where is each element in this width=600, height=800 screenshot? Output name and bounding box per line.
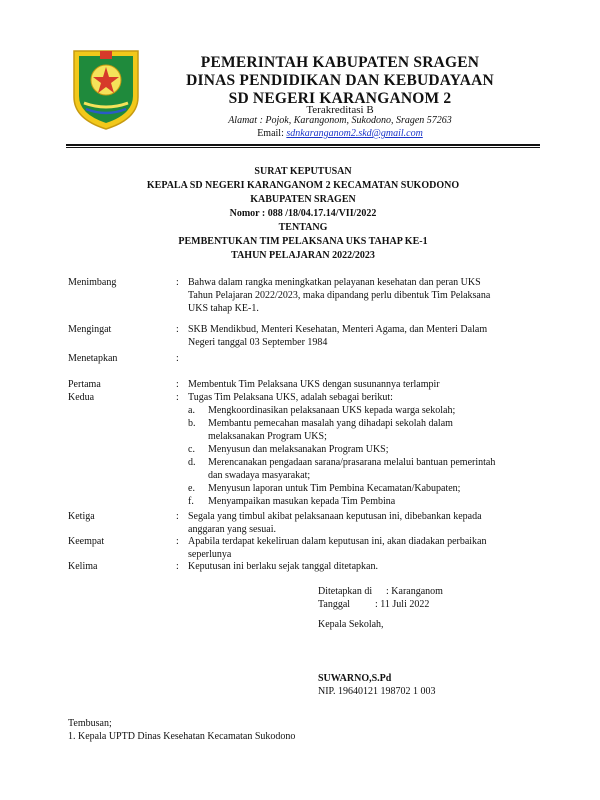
signature-place-label: Ditetapkan di	[318, 586, 373, 597]
section-colon: :	[176, 379, 179, 390]
letterhead-government: PEMERINTAH KABUPATEN SRAGEN	[200, 54, 480, 71]
section-ketiga	[68, 510, 538, 537]
text-line: seperlunya	[188, 549, 232, 560]
section-keempat	[68, 535, 538, 562]
signature-place-value: : Karanganom	[386, 586, 443, 597]
letterhead-divider-thin	[66, 147, 540, 148]
section-colon: :	[176, 277, 179, 288]
list-text: Menyusun dan melaksanakan Program UKS;	[208, 444, 389, 455]
section-mengingat	[68, 323, 538, 350]
section-text: Keputusan ini berlaku sejak tanggal ditetapkan.	[188, 561, 378, 572]
section-text	[188, 276, 518, 315]
regency-emblem-logo	[70, 47, 142, 131]
section-text: Membentuk Tim Pelaksana UKS dengan susunannya terlampir	[188, 379, 440, 390]
text-line: Negeri tanggal 03 September 1984	[188, 337, 328, 348]
text-line: melaksanakan Program UKS;	[208, 431, 327, 442]
list-marker: c.	[188, 444, 195, 455]
email-label: Email:	[257, 128, 287, 139]
letterhead-email-line	[150, 128, 530, 139]
list-marker: f.	[188, 496, 194, 507]
signature-position: Kepala Sekolah,	[318, 619, 384, 630]
decree-subject: PEMBENTUKAN TIM PELAKSANA UKS TAHAP KE-1	[178, 236, 428, 247]
section-colon: :	[176, 392, 179, 403]
cc-label: Tembusan;	[68, 718, 112, 729]
list-text	[208, 456, 513, 482]
section-text	[188, 535, 518, 561]
text-line: SKB Mendikbud, Menteri Kesehatan, Menteri Agama, dan Menteri Dalam	[188, 324, 488, 335]
letterhead-divider-thick	[66, 144, 540, 146]
letterhead-department: DINAS PENDIDIKAN DAN KEBUDAYAAN	[186, 72, 494, 89]
text-line: Membantu pemecahan masalah yang dihadapi sekolah dalam	[208, 418, 453, 429]
list-marker: b.	[188, 418, 196, 429]
text-line: Apabila terdapat kekeliruan dalam keputusan ini, akan diadakan perbaikan	[188, 536, 487, 547]
decree-academic-year: TAHUN PELAJARAN 2022/2023	[231, 250, 375, 261]
section-menetapkan	[68, 352, 538, 366]
cc-item: 1. Kepala UPTD Dinas Kesehatan Kecamatan Sukodono	[68, 731, 296, 742]
signature-date-value: : 11 Juli 2022	[375, 599, 430, 610]
decree-number: Nomor : 088 /18/04.17.14/VII/2022	[229, 208, 377, 219]
section-menimbang	[68, 276, 538, 316]
text-line: Segala yang timbul akibat pelaksanaan keputusan ini, dibebankan kepada	[188, 511, 482, 522]
decree-issuer: KEPALA SD NEGERI KARANGANOM 2 KECAMATAN SUKODONO	[146, 180, 460, 191]
email-link[interactable]: sdnkaranganom2.skd@gmail.com	[286, 128, 423, 139]
section-label: Kelima	[68, 561, 98, 572]
section-colon: :	[176, 536, 179, 547]
section-label: Kedua	[68, 392, 95, 403]
section-label: Mengingat	[68, 324, 112, 335]
list-text: Menyusun laporan untuk Tim Pembina Kecamatan/Kabupaten;	[208, 483, 461, 494]
list-marker: a.	[188, 405, 195, 416]
section-label: Pertama	[68, 379, 101, 390]
signatory-nip: NIP. 19640121 198702 1 003	[318, 686, 436, 697]
list-text	[208, 417, 513, 443]
decree-regency: KABUPATEN SRAGEN	[250, 194, 356, 205]
section-colon: :	[176, 561, 179, 572]
section-colon: :	[176, 324, 179, 335]
section-text: Tugas Tim Pelaksana UKS, adalah sebagai berikut:	[188, 392, 393, 403]
section-text	[188, 323, 518, 349]
section-pertama	[68, 378, 538, 392]
list-text: Mengkoordinasikan pelaksanaan UKS kepada warga sekolah;	[208, 405, 456, 416]
list-text: Menyampaikan masukan kepada Tim Pembina	[208, 496, 396, 507]
list-marker: e.	[188, 483, 195, 494]
section-label: Keempat	[68, 536, 105, 547]
section-text	[188, 510, 518, 536]
section-colon: :	[176, 353, 179, 364]
text-line: UKS tahap KE-1.	[188, 303, 259, 314]
letterhead-school: SD NEGERI KARANGANOM 2	[228, 90, 452, 107]
letterhead-address: Alamat : Pojok, Karangonom, Sukodono, Sragen 57263	[228, 115, 452, 126]
text-line: Bahwa dalam rangka meningkatkan pelayanan kesehatan dan peran UKS	[188, 277, 481, 288]
section-label: Ketiga	[68, 511, 95, 522]
section-kelima	[68, 560, 538, 574]
text-line: anggaran yang sesuai.	[188, 524, 277, 535]
list-marker: d.	[188, 457, 196, 468]
signature-date-label: Tanggal	[318, 599, 351, 610]
letterhead-accreditation: Terakreditasi B	[306, 104, 374, 116]
section-label: Menimbang	[68, 277, 117, 288]
section-label: Menetapkan	[68, 353, 118, 364]
text-line: Tahun Pelajaran 2022/2023, maka dipandang perlu dibentuk Tim Pelaksana	[188, 290, 491, 301]
section-kedua	[68, 391, 538, 511]
decree-about: TENTANG	[278, 222, 328, 233]
section-colon: :	[176, 511, 179, 522]
text-line: Merencanakan pengadaan sarana/prasarana melalui bantuan pemerintah	[208, 457, 496, 468]
text-line: dan swadaya masyarakat;	[208, 470, 311, 481]
decree-title: SURAT KEPUTUSAN	[254, 166, 352, 177]
signatory-name: SUWARNO,S.Pd	[318, 673, 392, 684]
